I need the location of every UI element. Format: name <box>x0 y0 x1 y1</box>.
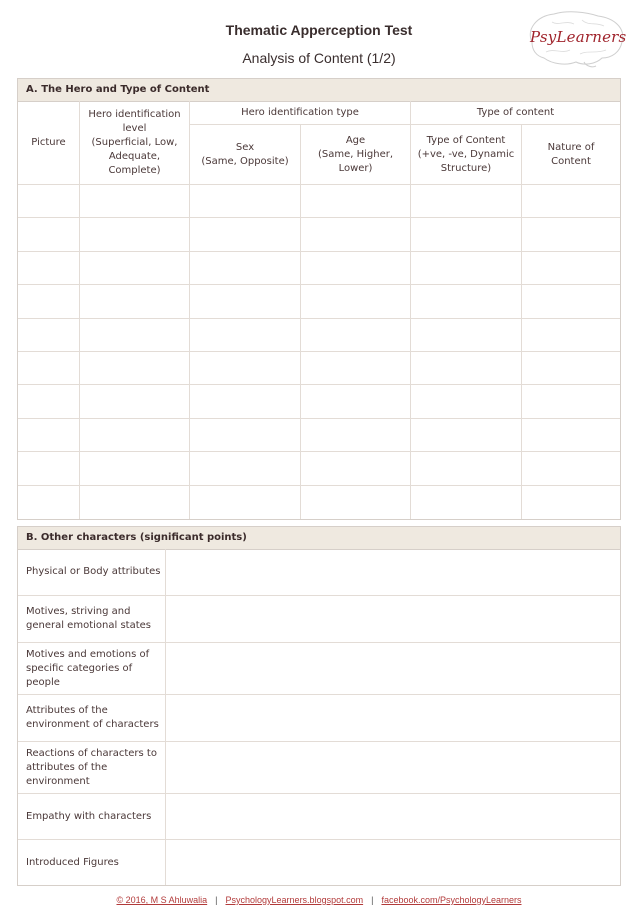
empty-input-cell[interactable] <box>411 452 522 485</box>
empty-input-cell[interactable] <box>522 385 620 418</box>
empty-input-cell[interactable] <box>301 285 411 318</box>
empty-input-cell[interactable] <box>411 319 522 352</box>
group-hero-type-header: Hero identification type <box>190 101 411 125</box>
empty-input-cell[interactable] <box>80 486 190 519</box>
section-b-rows <box>18 549 620 885</box>
empty-input-cell[interactable] <box>18 452 80 485</box>
col-hero-level-header: Hero identification level (Superficial, Low, Adequate, Complete) <box>80 101 190 185</box>
empty-input-cell[interactable] <box>301 218 411 251</box>
empty-input-cell[interactable] <box>190 419 301 452</box>
characteristic-label: Motives, striving and general emotional states <box>18 596 166 643</box>
empty-input-cell[interactable] <box>301 252 411 285</box>
empty-input-cell[interactable] <box>522 419 620 452</box>
col-picture-header: Picture <box>18 101 80 185</box>
logo-text: PsyLearners <box>530 28 627 46</box>
page-subtitle: Analysis of Content (1/2) <box>242 50 396 66</box>
col-sex-header: Sex (Same, Opposite) <box>190 125 301 185</box>
empty-input-cell[interactable] <box>190 319 301 352</box>
empty-input-cell[interactable] <box>301 185 411 218</box>
empty-input-cell[interactable] <box>522 252 620 285</box>
empty-input-cell[interactable] <box>18 352 80 385</box>
empty-input-cell[interactable] <box>190 252 301 285</box>
characteristic-input-cell[interactable] <box>166 695 620 742</box>
empty-input-cell[interactable] <box>301 486 411 519</box>
empty-input-cell[interactable] <box>80 185 190 218</box>
empty-input-cell[interactable] <box>522 285 620 318</box>
section-a-heading: A. The Hero and Type of Content <box>18 79 620 102</box>
hero-content-table <box>17 78 621 520</box>
characteristic-label: Motives and emotions of specific categories of people <box>18 643 166 695</box>
empty-input-cell[interactable] <box>18 385 80 418</box>
empty-input-cell[interactable] <box>80 419 190 452</box>
empty-input-cell[interactable] <box>18 486 80 519</box>
empty-input-cell[interactable] <box>190 352 301 385</box>
empty-input-cell[interactable] <box>190 452 301 485</box>
empty-input-cell[interactable] <box>80 252 190 285</box>
empty-input-cell[interactable] <box>190 385 301 418</box>
empty-input-cell[interactable] <box>411 486 522 519</box>
empty-input-cell[interactable] <box>522 452 620 485</box>
empty-input-cell[interactable] <box>80 352 190 385</box>
empty-input-cell[interactable] <box>301 319 411 352</box>
empty-input-cell[interactable] <box>411 252 522 285</box>
empty-input-cell[interactable] <box>522 319 620 352</box>
footer-separator: | <box>371 895 374 905</box>
empty-input-cell[interactable] <box>80 319 190 352</box>
characteristic-input-cell[interactable] <box>166 643 620 695</box>
empty-input-cell[interactable] <box>18 419 80 452</box>
characteristic-label: Empathy with characters <box>18 794 166 840</box>
section-a-grid <box>18 101 620 519</box>
empty-input-cell[interactable] <box>411 285 522 318</box>
footer-separator: | <box>215 895 218 905</box>
section-b-heading: B. Other characters (significant points) <box>18 527 620 550</box>
empty-input-cell[interactable] <box>190 218 301 251</box>
empty-input-cell[interactable] <box>190 285 301 318</box>
empty-input-cell[interactable] <box>301 385 411 418</box>
col-type-header: Type of Content (+ve, -ve, Dynamic Structure) <box>411 125 522 185</box>
characteristic-label: Reactions of characters to attributes of the environment <box>18 742 166 794</box>
blog-link[interactable]: PsychologyLearners.blogspot.com <box>225 895 364 905</box>
empty-input-cell[interactable] <box>80 385 190 418</box>
footer <box>0 895 638 905</box>
facebook-link[interactable]: facebook.com/PsychologyLearners <box>381 895 522 905</box>
empty-input-cell[interactable] <box>18 319 80 352</box>
characteristic-label: Attributes of the environment of characters <box>18 695 166 742</box>
empty-input-cell[interactable] <box>411 218 522 251</box>
empty-input-cell[interactable] <box>522 486 620 519</box>
page-title: Thematic Apperception Test <box>225 22 413 38</box>
psylearners-logo <box>522 8 630 70</box>
empty-input-cell[interactable] <box>80 218 190 251</box>
empty-input-cell[interactable] <box>18 185 80 218</box>
empty-input-cell[interactable] <box>411 419 522 452</box>
characteristic-input-cell[interactable] <box>166 742 620 794</box>
characteristic-label: Introduced Figures <box>18 840 166 885</box>
empty-input-cell[interactable] <box>18 285 80 318</box>
empty-input-cell[interactable] <box>301 352 411 385</box>
empty-input-cell[interactable] <box>522 185 620 218</box>
empty-input-cell[interactable] <box>411 185 522 218</box>
empty-input-cell[interactable] <box>411 385 522 418</box>
characteristic-input-cell[interactable] <box>166 549 620 596</box>
col-nature-header: Nature of Content <box>522 125 620 185</box>
characteristic-input-cell[interactable] <box>166 794 620 840</box>
empty-input-cell[interactable] <box>522 352 620 385</box>
empty-input-cell[interactable] <box>190 486 301 519</box>
group-content-header: Type of content <box>411 101 620 125</box>
empty-input-cell[interactable] <box>18 218 80 251</box>
characteristic-label: Physical or Body attributes <box>18 549 166 596</box>
copyright-link[interactable]: © 2016, M S Ahluwalia <box>116 895 208 905</box>
empty-input-cell[interactable] <box>301 419 411 452</box>
other-characters-table <box>17 526 621 886</box>
empty-input-cell[interactable] <box>411 352 522 385</box>
empty-input-cell[interactable] <box>190 185 301 218</box>
col-age-header: Age (Same, Higher, Lower) <box>301 125 411 185</box>
empty-input-cell[interactable] <box>18 252 80 285</box>
characteristic-input-cell[interactable] <box>166 596 620 643</box>
empty-input-cell[interactable] <box>522 218 620 251</box>
empty-input-cell[interactable] <box>301 452 411 485</box>
characteristic-input-cell[interactable] <box>166 840 620 885</box>
empty-input-cell[interactable] <box>80 452 190 485</box>
empty-input-cell[interactable] <box>80 285 190 318</box>
